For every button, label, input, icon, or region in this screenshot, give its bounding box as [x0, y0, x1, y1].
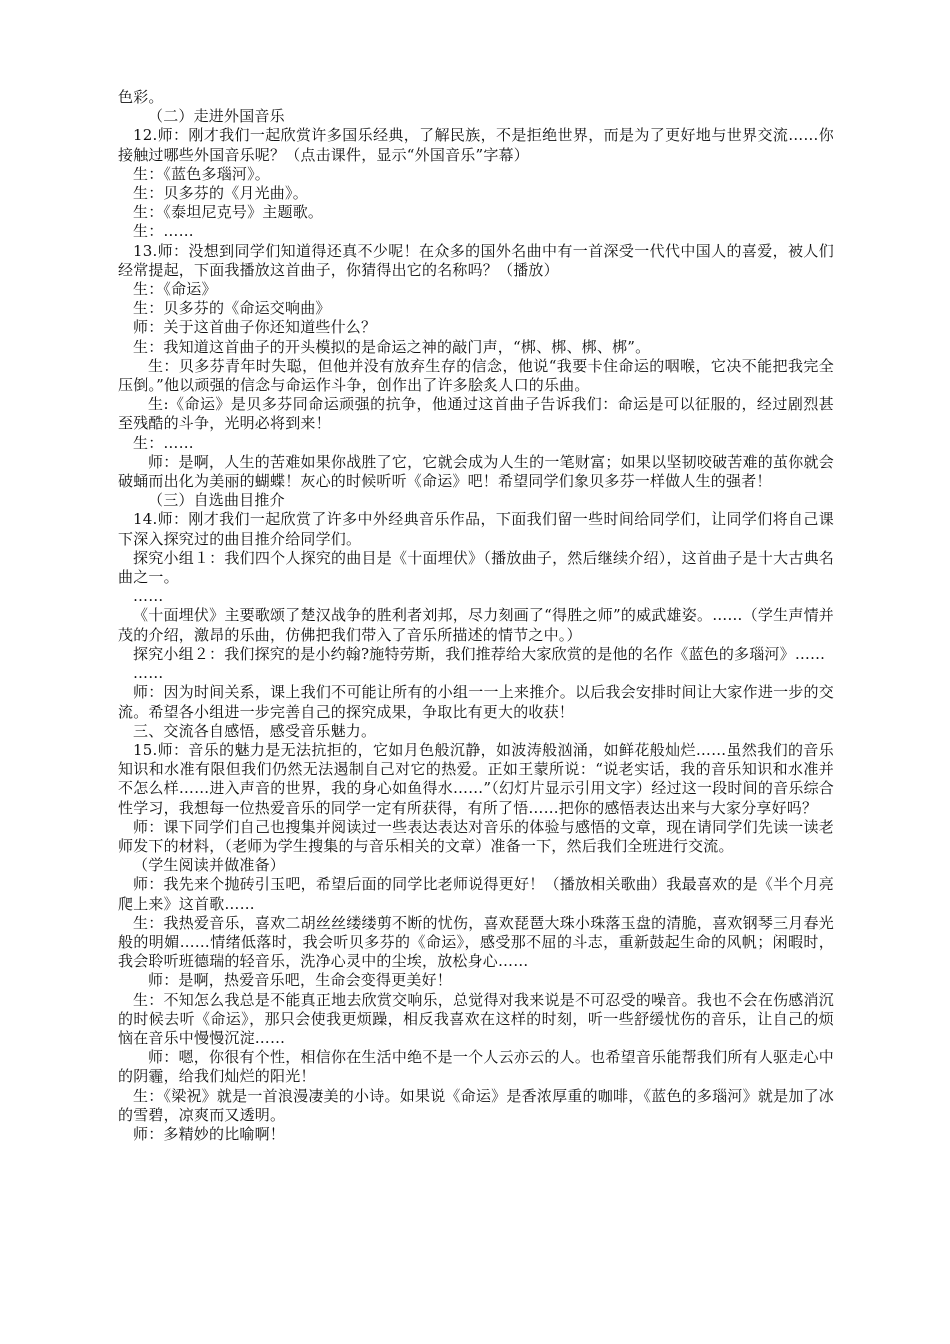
paragraph: （三）自选曲目推介 — [148, 491, 285, 510]
paragraph: 色彩。 — [118, 88, 164, 106]
paragraph: 师：是啊，热爱音乐吧，生命会变得更美好！ — [148, 971, 453, 990]
paragraph: 师：是啊，人生的苦难如果你战胜了它，它就会成为人生的一笔财富；如果以坚韧咬破苦难的茧你就会破蛹而出化为美丽的蝴蝶！灰心的时候听听《命运》吧！希望同学们象贝多芬一样做人生的强者！ — [118, 452, 834, 491]
paragraph: 生:《命运》是贝多芬同命运顽强的抗争，他通过这首曲子告诉我们：命运是可以征服的，经过剧烈甚至残酷的斗争，光明必将到来！ — [118, 395, 834, 433]
paragraph: 生：贝多芬的《命运交响曲》 — [133, 299, 331, 318]
paragraph: 师：因为时间关系，课上我们不可能让所有的小组一一上来推介。以后我会安排时间让大家作进一步的交流。希望各小组进一步完善自己的探究成果，争取比有更大的收获！ — [118, 683, 834, 721]
paragraph: 探究小组１：我们四个人探究的曲目是《十面埋伏》（播放曲子，然后继续介绍），这首曲子是十大古典名曲之一。 — [118, 548, 834, 587]
paragraph: 师：嗯，你很有个性，相信你在生活中绝不是一个人云亦云的人。也希望音乐能帮我们所有人驱走心中的阴霾，给我们灿烂的阳光！ — [118, 1048, 834, 1086]
paragraph: 12.师：刚才我们一起欣赏许多国乐经典，了解民族，不是拒绝世界，而是为了更好地与世界交流……你接触过哪些外国音乐呢？（点击课件，显示“外国音乐”字幕） — [118, 126, 834, 164]
paragraph: 生：《蓝色多瑙河》。 — [133, 164, 271, 183]
paragraph: 生：我热爱音乐，喜欢二胡丝丝缕缕剪不断的忧伤，喜欢琵琶大珠小珠落玉盘的清脆，喜欢钢琴三月春光般的明媚……情绪低落时，我会听贝多芬的《命运》，感受那不屈的斗志，重新鼓起生命的风帆；闲暇时，我会聆听班德瑞的轻音乐，洗净心灵中的尘埃，放松身心…… — [118, 913, 834, 971]
paragraph: 生：《梁祝》就是一首浪漫凄美的小诗。如果说《命运》是香浓厚重的咖啡，《蓝色的多瑙河》就是加了冰的雪碧，凉爽而又透明。 — [118, 1086, 834, 1124]
paragraph: 生：我知道这首曲子的开头模拟的是命运之神的敲门声，“梆、梆、梆、梆”。 — [133, 337, 651, 356]
paragraph: 师：课下同学们自己也搜集并阅读过一些表达表达对音乐的体验与感悟的文章，现在请同学们先读一读老师发下的材料，（老师为学生搜集的与音乐相关的文章）准备一下，然后我们全班进行交流。 — [118, 817, 834, 855]
paragraph: 师：我先来个抛砖引玉吧，希望后面的同学比老师说得更好！（播放相关歌曲）我最喜欢的是《半个月亮爬上来》这首歌…… — [118, 875, 834, 913]
paragraph: 探究小组２：我们探究的是小约翰?施特劳斯，我们推荐给大家欣赏的是他的名作《蓝色的多瑙河》…… — [133, 644, 826, 663]
paragraph: 三、交流各自感悟，感受音乐魅力。 — [133, 721, 377, 740]
paragraph: 15.师：音乐的魅力是无法抗拒的，它如月色般沉静，如波涛般汹涌，如鲜花般灿烂……虽然我们的音乐知识和水准有限但我们仍然无法遏制自己对它的热爱。正如王蒙所说：“说老实话，我的音乐知识和水准并不怎么样……进入声音的世界，我的身心如鱼得水……”（幻灯片显示引用文字）经过这一段时间的音乐综合性学习，我想每一位热爱音乐的同学一定有所获得，有所了悟……把你的感悟表达出来与大家分享好吗？ — [118, 740, 834, 817]
paragraph: （学生阅读并做准备） — [133, 856, 286, 875]
paragraph: 生：贝多芬的《月光曲》。 — [133, 184, 308, 203]
paragraph: 师：多精妙的比喻啊！ — [133, 1124, 286, 1143]
paragraph: 14.师：刚才我们一起欣赏了许多中外经典音乐作品，下面我们留一些时间给同学们，让同学们将自己课下深入探究过的曲目推介给同学们。 — [118, 510, 834, 548]
paragraph: 生：《命运》 — [133, 280, 217, 299]
paragraph: …… — [133, 664, 164, 683]
paragraph: 《十面埋伏》主要歌颂了楚汉战争的胜利者刘邦，尽力刻画了“得胜之师”的威武雄姿。……（学生声情并茂的介绍，激昂的乐曲，仿佛把我们带入了音乐所描述的情节之中。） — [118, 606, 834, 644]
paragraph: 13.师：没想到同学们知道得还真不少呢！在众多的国外名曲中有一首深受一代代中国人的喜爱，被人们经常提起，下面我播放这首曲子，你猜得出它的名称吗？（播放） — [118, 241, 834, 279]
paragraph: …… — [133, 587, 164, 606]
paragraph: 生：《泰坦尼克号》主题歌。 — [133, 203, 324, 222]
paragraph: 生：贝多芬青年时失聪，但他并没有放弃生存的信念，他说“我要卡住命运的咽喉，它决不能把我完全压倒。”他以顽强的信念与命运作斗争，创作出了许多脍炙人口的乐曲。 — [118, 356, 834, 395]
paragraph: 生：不知怎么我总是不能真正地去欣赏交响乐，总觉得对我来说是不可忍受的噪音。我也不会在伤感消沉的时候去听《命运》，那只会使我更烦躁，相反我喜欢在这样的时刻，听一些舒缓忧伤的音乐，让自己的烦恼在音乐中慢慢沉淀…… — [118, 990, 834, 1047]
paragraph: 生：…… — [133, 433, 194, 452]
paragraph: （二）走进外国音乐 — [148, 107, 285, 126]
document-body — [118, 88, 834, 1144]
paragraph: 生：…… — [133, 222, 194, 241]
paragraph: 师：关于这首曲子你还知道些什么？ — [133, 318, 377, 337]
